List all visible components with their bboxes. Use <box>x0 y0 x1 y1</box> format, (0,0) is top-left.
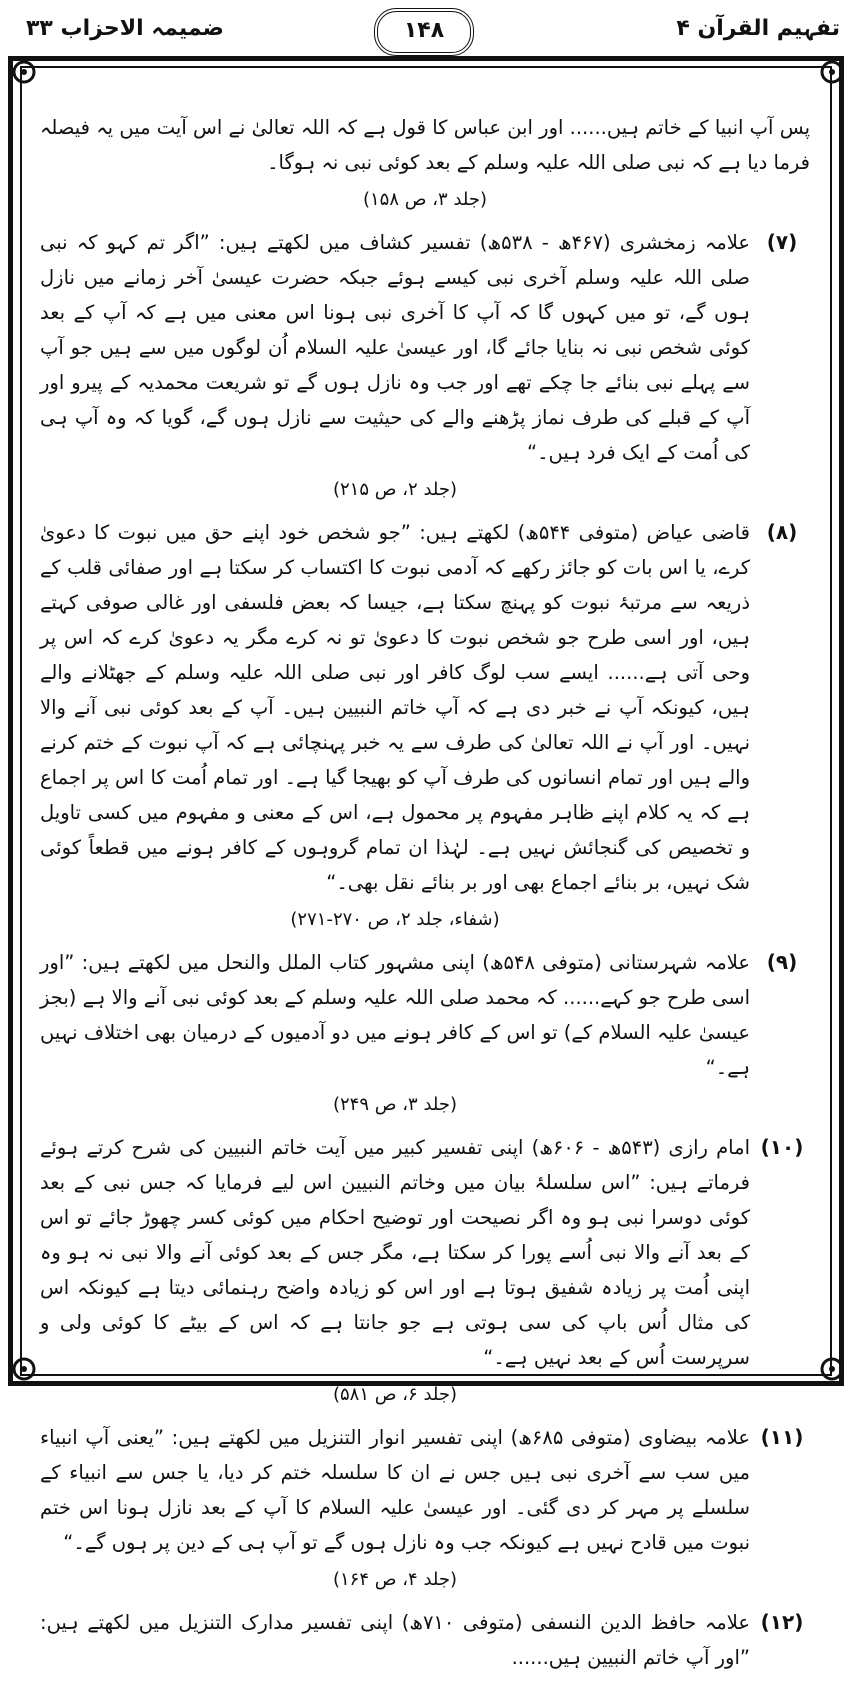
paragraph <box>40 1130 810 1412</box>
page-number: ۱۴۸ <box>374 8 474 56</box>
page-body <box>40 110 810 1683</box>
paragraph-text: امام رازی (۵۴۳ھ - ۶۰۶ھ) اپنی تفسیر کبیر میں آیت خاتم النبیین کی شرح کرتے ہوئے فرماتے ہیں: ”اس سلسلۂ بیان میں وخاتم النبیین اس لیے فرمایا کہ جس نبی کے بعد کوئی دوسرا نبی ہو وہ اگر نصیحت اور توضیح احکام میں کوئی کسر چھوڑ جائے تو اس کے بعد آنے والا نبی اُسے پورا کر سکتا ہے، مگر جس کے بعد کوئی آنے والا نبی نہ ہو وہ اپنی اُمت پر زیادہ شفیق ہوتا ہے اور اس کو زیادہ واضح رہنمائی دیتا ہے کیونکہ اس کی مثال اُس باپ کی سی ہوتی ہے جو جانتا ہے کہ اس کے بیٹے کا کوئی ولی و سرپرست اُس کے بعد نہیں ہے۔“ <box>40 1136 750 1369</box>
section-title: ضمیمہ الاحزاب ۳۳ <box>26 16 224 41</box>
corner-ornament-icon <box>4 52 44 92</box>
paragraph-text: علامہ حافظ الدین النسفی (متوفی ۷۱۰ھ) اپنی تفسیر مدارک التنزیل میں لکھتے ہیں: ”اور آپ خاتم النبیین ہیں...... <box>40 1611 750 1669</box>
paragraph-number: (۱۲) <box>760 1610 804 1634</box>
citation: (جلد ۲، ص ۲۱۵) <box>332 479 457 500</box>
paragraph-number: (۸) <box>766 520 798 544</box>
citation: (جلد ۳، ص ۱۵۸) <box>362 189 487 210</box>
paragraph-text: پس آپ انبیا کے خاتم ہیں...... اور ابن عباس کا قول ہے کہ اللہ تعالیٰ نے اس آیت میں یہ فیصلہ فرما دیا ہے کہ نبی صلی اللہ علیہ وسلم کے بعد کوئی نبی نہ ہوگا۔ <box>40 116 810 174</box>
paragraph-number: (۱۱) <box>760 1425 804 1449</box>
paragraph-number: (۷) <box>766 230 798 254</box>
paragraph <box>40 945 810 1122</box>
citation: (جلد ۳، ص ۲۴۹) <box>332 1094 457 1115</box>
paragraph-text: علامہ بیضاوی (متوفی ۶۸۵ھ) اپنی تفسیر انوار التنزیل میں لکھتے ہیں: ”یعنی آپ انبیاء میں سب سے آخری نبی ہیں جس نے ان کا سلسلہ ختم کر دیا، یا جس سے انبیاء کے سلسلے پر مہر کر دی گئی۔ اور عیسیٰ علیہ السلام کا آپ کے بعد نازل ہونا اس ختم نبوت میں قادح نہیں ہے کیونکہ جب وہ نازل ہوں گے تو آپ ہی کے دین پر ہوں گے۔“ <box>40 1426 750 1554</box>
page-header <box>0 0 856 58</box>
corner-ornament-icon <box>812 52 852 92</box>
paragraph-number: (۹) <box>766 950 798 974</box>
citation: (جلد ۴، ص ۱۶۴) <box>332 1569 457 1590</box>
paragraph <box>40 110 810 217</box>
citation: (شفاء، جلد ۲، ص ۲۷۰-۲۷۱) <box>290 909 500 930</box>
paragraph <box>40 1420 810 1597</box>
paragraph <box>40 515 810 937</box>
corner-ornament-icon <box>4 1349 44 1389</box>
paragraph-text: علامہ زمخشری (۴۶۷ھ - ۵۳۸ھ) تفسیر کشاف میں لکھتے ہیں: ”اگر تم کہو کہ نبی صلی اللہ علیہ وسلم آخری نبی کیسے ہوئے جبکہ حضرت عیسیٰ آخر زمانے میں نازل ہوں گے، تو میں کہوں گا کہ آپ کا آخری نبی ہونا اس معنی میں ہے کہ آپ کے بعد کوئی شخص نبی نہ بنایا جائے گا، اور عیسیٰ علیہ السلام اُن لوگوں میں سے ہیں جو آپ سے پہلے نبی بنائے جا چکے تھے اور جب وہ نازل ہوں گے تو شریعت محمدیہ کے پیرو اور آپ کے قبلے کی طرف نماز پڑھنے والے کی حیثیت سے نازل ہوں گے، گویا کہ وہ آپ ہی کی اُمت کے ایک فرد ہیں۔“ <box>40 231 750 464</box>
corner-ornament-icon <box>812 1349 852 1389</box>
paragraph <box>40 225 810 507</box>
book-title: تفہیم القرآن ۴ <box>676 16 840 41</box>
citation: (جلد ۶، ص ۵۸۱) <box>332 1384 457 1405</box>
paragraph-text: علامہ شہرستانی (متوفی ۵۴۸ھ) اپنی مشہور کتاب الملل والنحل میں لکھتے ہیں: ”اور اسی طرح جو کہے...... کہ محمد صلی اللہ علیہ وسلم کے بعد کوئی نبی آنے والا ہے (بجز عیسیٰ علیہ السلام کے) تو اس کے کافر ہونے میں دو آدمیوں کے درمیان بھی اختلاف نہیں ہے۔“ <box>40 951 750 1079</box>
paragraph-number: (۱۰) <box>760 1135 804 1159</box>
paragraph-text: قاضی عیاض (متوفی ۵۴۴ھ) لکھتے ہیں: ”جو شخص خود اپنے حق میں نبوت کا دعویٰ کرے، یا اس بات کو جائز رکھے کہ آدمی نبوت کا اکتساب کر سکتا ہے اور صفائی قلب کے ذریعہ سے مرتبۂ نبوت کو پہنچ سکتا ہے، جیسا کہ بعض فلسفی اور غالی صوفی کہتے ہیں، اور اسی طرح جو شخص نبوت کا دعویٰ تو نہ کرے مگر یہ دعویٰ کرے کہ اس پر وحی آتی ہے...... ایسے سب لوگ کافر اور نبی صلی اللہ علیہ وسلم کے جھٹلانے والے ہیں، کیونکہ آپ نے خبر دی ہے کہ آپ خاتم النبیین ہیں۔ آپ کے بعد کوئی نبی آنے والا نہیں۔ اور آپ نے اللہ تعالیٰ کی طرف سے یہ خبر پہنچائی ہے کہ آپ نبوت کے ختم کرنے والے ہیں اور تمام انسانوں کی طرف آپ کو بھیجا گیا ہے۔ اور تمام اُمت کا اس پر اجماع ہے کہ یہ کلام اپنے ظاہر مفہوم پر محمول ہے، اس کے معنی و مفہوم میں کسی تاویل و تخصیص کی گنجائش نہیں ہے۔ لہٰذا ان تمام گروہوں کے کافر ہونے میں قطعاً کوئی شک نہیں، بر بنائے اجماع بھی اور بر بنائے نقل بھی۔“ <box>40 521 751 894</box>
paragraph <box>40 1605 810 1675</box>
